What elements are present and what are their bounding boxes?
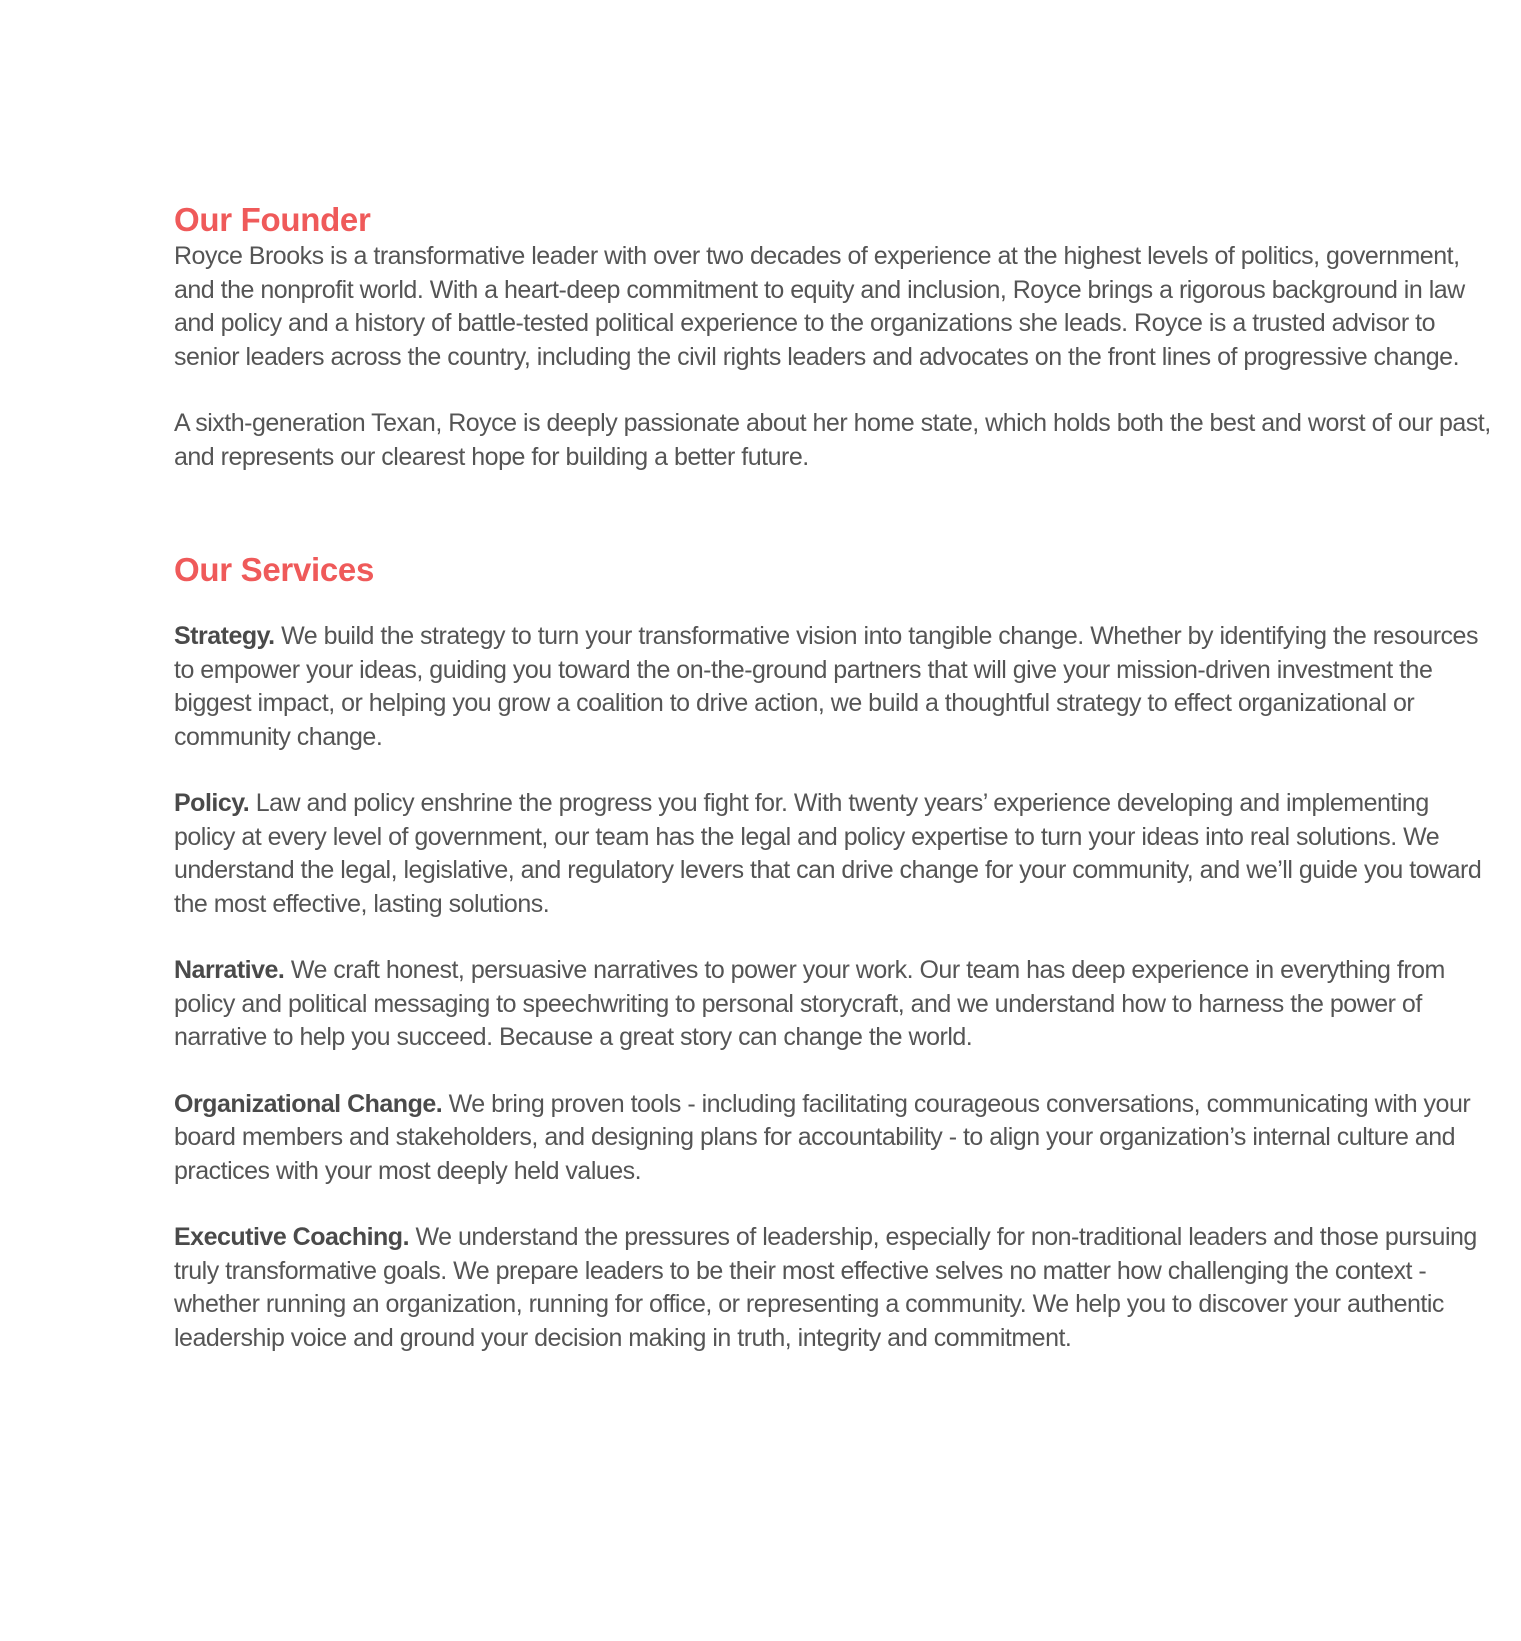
service-item-strategy [174, 620, 1494, 754]
service-title: Organizational Change. [174, 1089, 443, 1118]
service-item-executive-coaching [174, 1221, 1494, 1355]
content-column [174, 200, 1494, 1355]
service-description: We craft honest, persuasive narratives to power your work. Our team has deep experience in everything from policy and political messaging to speechwriting to personal storycraft, and we understand how to harness the power of narrative to help you succeed. Because a great story can change the world. [174, 956, 1445, 1051]
service-description: We build the strategy to turn your transformative vision into tangible change. Whether by identifying the resources to empower your ideas, guiding you toward the on-the-ground partners that will give your mission-driven investment the biggest impact, or helping you grow a coalition to drive action, we build a thoughtful strategy to effect organizational or community change. [174, 622, 1478, 751]
service-item-organizational-change [174, 1088, 1494, 1189]
founder-paragraph: Royce Brooks is a transformative leader with over two decades of experience at the highest levels of politics, government, and the nonprofit world. With a heart-deep commitment to equity and inclusion, Royce brings a rigorous background in law and policy and a history of battle-tested political experience to the organizations she leads. Royce is a trusted advisor to senior leaders across the country, including the civil rights leaders and advocates on the front lines of progressive change. [174, 242, 1465, 371]
service-title: Executive Coaching. [174, 1223, 410, 1251]
services-heading: Our Services [174, 551, 375, 588]
service-item-narrative [174, 954, 1494, 1055]
service-description: We understand the pressures of leadership, especially for non-traditional leaders and those pursuing truly transformative goals. We prepare leaders to be their most effective selves no matter how challenging the context - whether running an organization, running for office, or representing a community. We help you to discover your authentic leadership voice and ground your decision making in truth, integrity and commitment. [174, 1223, 1477, 1352]
service-title: Strategy. [174, 622, 275, 650]
founder-heading: Our Founder [174, 201, 371, 238]
founder-section [174, 200, 1494, 474]
founder-paragraph: A sixth-generation Texan, Royce is deeply passionate about her home state, which holds both the best and worst of our past, and represents our clearest hope for building a better future. [174, 409, 1491, 471]
service-title: Narrative. [174, 956, 285, 984]
service-title: Policy. [174, 789, 250, 817]
service-item-policy [174, 787, 1494, 921]
services-section [174, 550, 1494, 1355]
service-description: We bring proven tools - including facilitating courageous conversations, communicating with your board members and stakeholders, and designing plans for accountability - to align your organization’s internal culture and practices with your most deeply held values. [174, 1089, 1471, 1185]
service-description: Law and policy enshrine the progress you fight for. With twenty years’ experience developing and implementing policy at every level of government, our team has the legal and policy expertise to turn your ideas into real solutions. We understand the legal, legislative, and regulatory levers that can drive change for your community, and we’ll guide you toward the most effective, lasting solutions. [174, 789, 1482, 918]
